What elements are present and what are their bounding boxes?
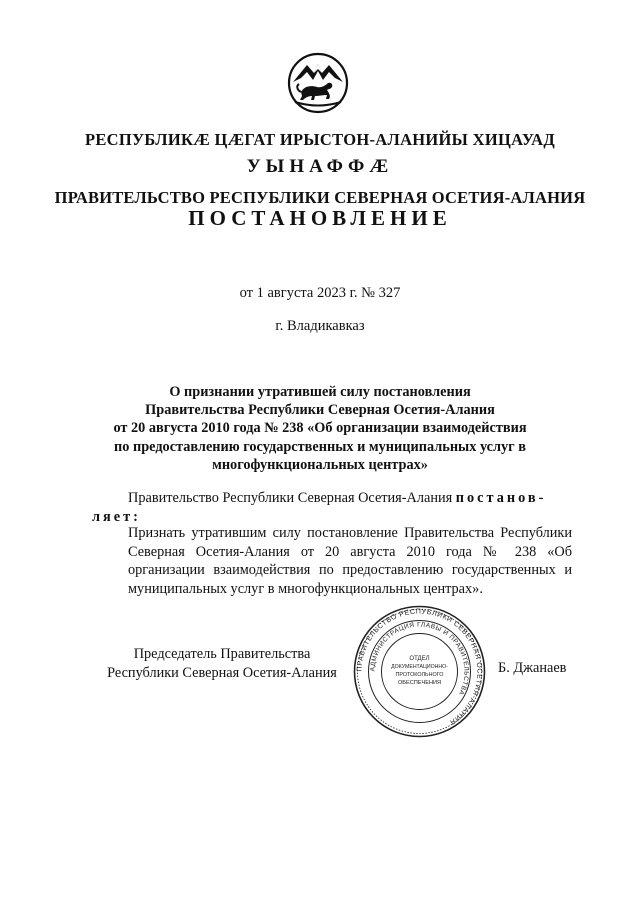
document-title xyxy=(80,383,560,474)
document-date-number: от 1 августа 2023 г. № 327 xyxy=(239,285,401,301)
ossetian-doc-type: УЫНАФФӔ xyxy=(246,156,394,177)
signatory-name: Б. Джанаев xyxy=(498,660,567,676)
intro-decree-word: постанов- xyxy=(455,490,547,506)
resolution-text: Признать утратившим силу постановление Правительства Республики Северная Осетия-Алания от 20 августа 2010 года № 238 «Об организации взаимодействия по предоставлению государственных и муниципальных услуг в многофункциональных центрах». xyxy=(128,525,572,597)
position-line: Республики Северная Осетия-Алания xyxy=(107,664,337,681)
svg-text:ПРОТОКОЛЬНОГО: ПРОТОКОЛЬНОГО xyxy=(395,672,444,678)
intro-paragraph xyxy=(92,489,572,526)
russian-government-header: ПРАВИТЕЛЬСТВО РЕСПУБЛИКИ СЕВЕРНАЯ ОСЕТИЯ-АЛАНИЯ xyxy=(54,188,586,207)
title-line: Правительства Республики Северная Осетия-Алания xyxy=(145,402,495,419)
svg-text:АДМИНИСТРАЦИЯ ГЛАВЫ И ПРАВИТЕЛ: АДМИНИСТРАЦИЯ ГЛАВЫ И ПРАВИТЕЛЬСТВА xyxy=(369,621,470,697)
resolution-paragraph xyxy=(92,524,572,598)
svg-text:ОБЕСПЕЧЕНИЯ: ОБЕСПЕЧЕНИЯ xyxy=(397,680,442,686)
russian-doc-type: ПОСТАНОВЛЕНИЕ xyxy=(188,206,452,230)
svg-text:ОТДЕЛ: ОТДЕЛ xyxy=(409,656,430,662)
signatory-position xyxy=(92,645,352,682)
position-line: Председатель Правительства xyxy=(133,646,311,662)
intro-decree-word-end: ляет: xyxy=(92,508,141,525)
title-line: многофункциональных центрах» xyxy=(212,456,428,473)
ossetian-republic-header: РЕСПУБЛИКӔ ЦӔГАТ ИРЫСТОН-АЛАНИЙЫ ХИЦАУАД xyxy=(84,130,555,149)
document-city: г. Владикавказ xyxy=(275,318,365,334)
title-line: по предоставлению государственных и муниципальных услуг в xyxy=(114,438,526,455)
intro-text: Правительство Республики Северная Осетия-Алания xyxy=(128,490,456,506)
svg-text:ДОКУМЕНТАЦИОННО-: ДОКУМЕНТАЦИОННО- xyxy=(391,664,448,670)
title-line: О признании утратившей силу постановления xyxy=(169,384,471,400)
official-stamp xyxy=(352,604,487,739)
coat-of-arms-emblem xyxy=(287,52,349,114)
title-line: от 20 августа 2010 года № 238 «Об организации взаимодействия xyxy=(113,420,527,437)
svg-text:ПРАВИТЕЛЬСТВО РЕСПУБЛИКИ СЕВЕР: ПРАВИТЕЛЬСТВО РЕСПУБЛИКИ СЕВЕРНАЯ ОСЕТИЯ-АЛАНИЯ xyxy=(356,608,483,726)
